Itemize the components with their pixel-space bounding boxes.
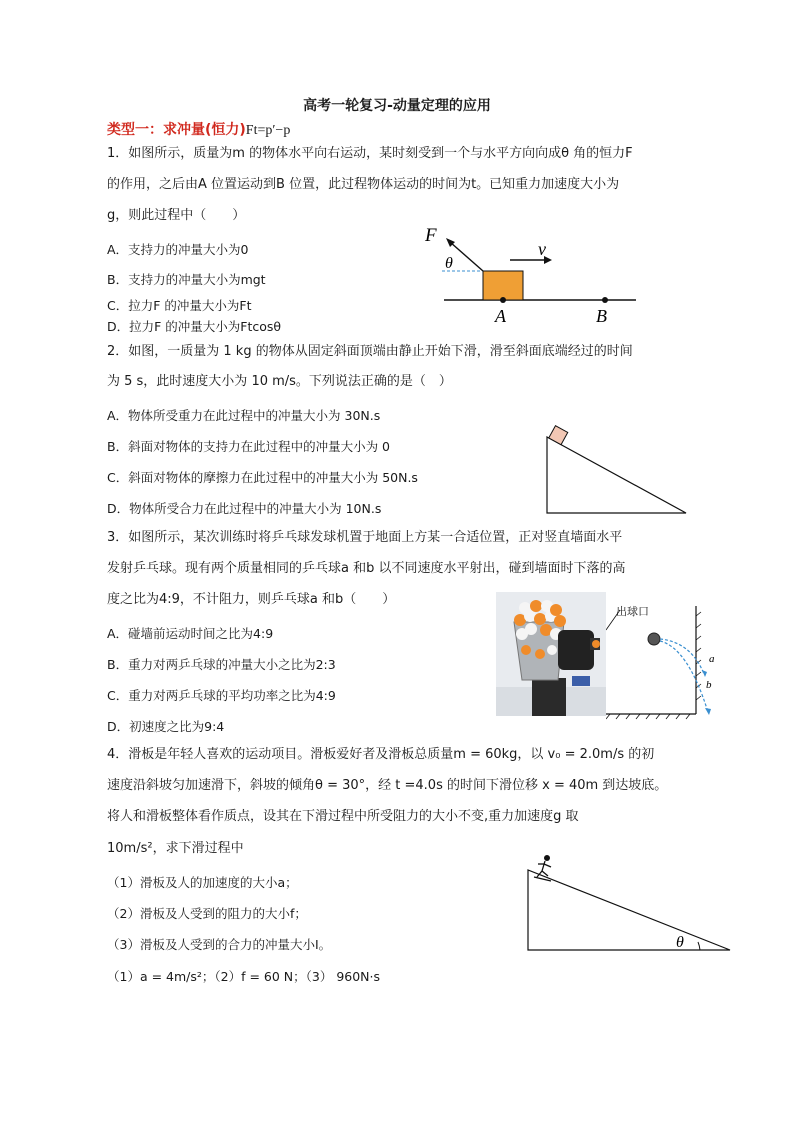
point-a-dot: [500, 297, 506, 303]
q3-option-b: B．重力对两乒乓球的冲量大小之比为2:3: [107, 657, 336, 672]
q1-line-3: g，则此过程中（ ）: [107, 208, 246, 223]
q1-option-b: B．支持力的冲量大小为mgt: [107, 272, 266, 287]
section-heading: [107, 119, 290, 139]
q2-line-1: 2．如图，一质量为 1 kg 的物体从固定斜面顶端由静止开始下滑，滑至斜面底端经过的时间: [107, 344, 633, 359]
angle-arc: [698, 942, 700, 950]
ping-pong-ball: [648, 633, 660, 645]
q2-block-group: [549, 426, 568, 445]
q2-option-a: A．物体所受重力在此过程中的冲量大小为 30N.s: [107, 408, 381, 423]
q4-figure: [520, 850, 738, 956]
ball-machine-photo: [496, 592, 606, 716]
skateboarder-icon: [534, 855, 551, 881]
q4-line-4: 10m/s²，求下滑过程中: [107, 841, 244, 856]
page-title: 高考一轮复习-动量定理的应用: [303, 98, 491, 114]
angle-label: θ: [445, 255, 453, 272]
q2-option-c: C．斜面对物体的摩擦力在此过程中的冲量大小为 50N.s: [107, 470, 418, 485]
q2-line-2: 为 5 s，此时速度大小为 10 m/s。下列说法正确的是（ ）: [107, 374, 452, 389]
incline: [547, 437, 686, 513]
velocity-label: v: [538, 239, 546, 259]
path-b-label: b: [706, 679, 712, 691]
q4-sub-3: （3）滑板及人受到的合力的冲量大小I。: [107, 937, 332, 952]
point-b-dot: [602, 297, 608, 303]
q4-sub-2: （2）滑板及人受到的阻力的大小f；: [107, 906, 307, 921]
q1-option-a: A．支持力的冲量大小为0: [107, 242, 249, 257]
angle-label: θ: [676, 934, 684, 951]
slope: [528, 870, 730, 950]
q1-figure: [420, 222, 645, 330]
q4-answer: （1）a = 4m/s²；（2）f = 60 N；（3） 960N·s: [107, 969, 381, 984]
q3-option-d: D．初速度之比为9:4: [107, 719, 225, 734]
q4-line-1: 4．滑板是年轻人喜欢的运动项目。滑板爱好者及滑板总质量m = 60kg，以 v₀ = 2.0m/s 的初: [107, 747, 655, 762]
q4-line-3: 将人和滑板整体看作质点，设其在下滑过程中所受阻力的大小不变,重力加速度g 取: [107, 809, 579, 824]
point-a-label: A: [495, 306, 506, 326]
force-label: F: [425, 225, 437, 246]
path-b: [660, 641, 708, 712]
path-a-arrowhead: [702, 670, 707, 677]
q3-line-2: 发射乒乓球。现有两个质量相同的乒乓球a 和b 以不同速度水平射出，碰到墙面时下落的高: [107, 561, 626, 576]
outlet-label: 出球口: [616, 605, 649, 618]
q1-option-d: D．拉力F 的冲量大小为Ftcosθ: [107, 319, 282, 334]
force-arrow: [450, 242, 483, 271]
ground-hatching: [606, 714, 690, 719]
q4-sub-1: （1）滑板及人的加速度的大小a；: [107, 875, 298, 890]
q3-line-1: 3．如图所示，某次训练时将乒乓球发球机置于地面上方某一合适位置，正对竖直墙面水平: [107, 530, 623, 545]
section-label: 类型一：求冲量(恒力): [107, 122, 246, 138]
block: [549, 426, 568, 445]
q2-option-b: B．斜面对物体的支持力在此过程中的冲量大小为 0: [107, 439, 391, 454]
q1-line-2: 的作用，之后由A 位置运动到B 位置，此过程物体运动的时间为t。已知重力加速度大小为: [107, 177, 620, 192]
q3-line-3: 度之比为4:9，不计阻力，则乒乓球a 和b（ ）: [107, 592, 396, 607]
section-formula: Ft=p′−p: [245, 123, 291, 138]
path-b-arrowhead: [705, 708, 711, 715]
q1-option-c: C．拉力F 的冲量大小为Ft: [107, 298, 252, 313]
q3-option-a: A．碰墙前运动时间之比为4:9: [107, 626, 274, 641]
path-a-label: a: [709, 653, 715, 665]
q4-line-2: 速度沿斜坡匀加速滑下，斜坡的倾角θ = 30°，经 t =4.0s 的时间下滑位移 x = 40m 到达坡底。: [107, 778, 668, 793]
block: [483, 271, 523, 300]
q2-figure: [540, 418, 692, 518]
q2-option-d: D．物体所受合力在此过程中的冲量大小为 10N.s: [107, 501, 382, 516]
q1-line-1: 1．如图所示，质量为m 的物体水平向右运动，某时刻受到一个与水平方向向成θ 角的恒力F: [107, 146, 633, 161]
q3-option-c: C．重力对两乒乓球的平均功率之比为4:9: [107, 688, 336, 703]
point-b-label: B: [596, 306, 607, 326]
